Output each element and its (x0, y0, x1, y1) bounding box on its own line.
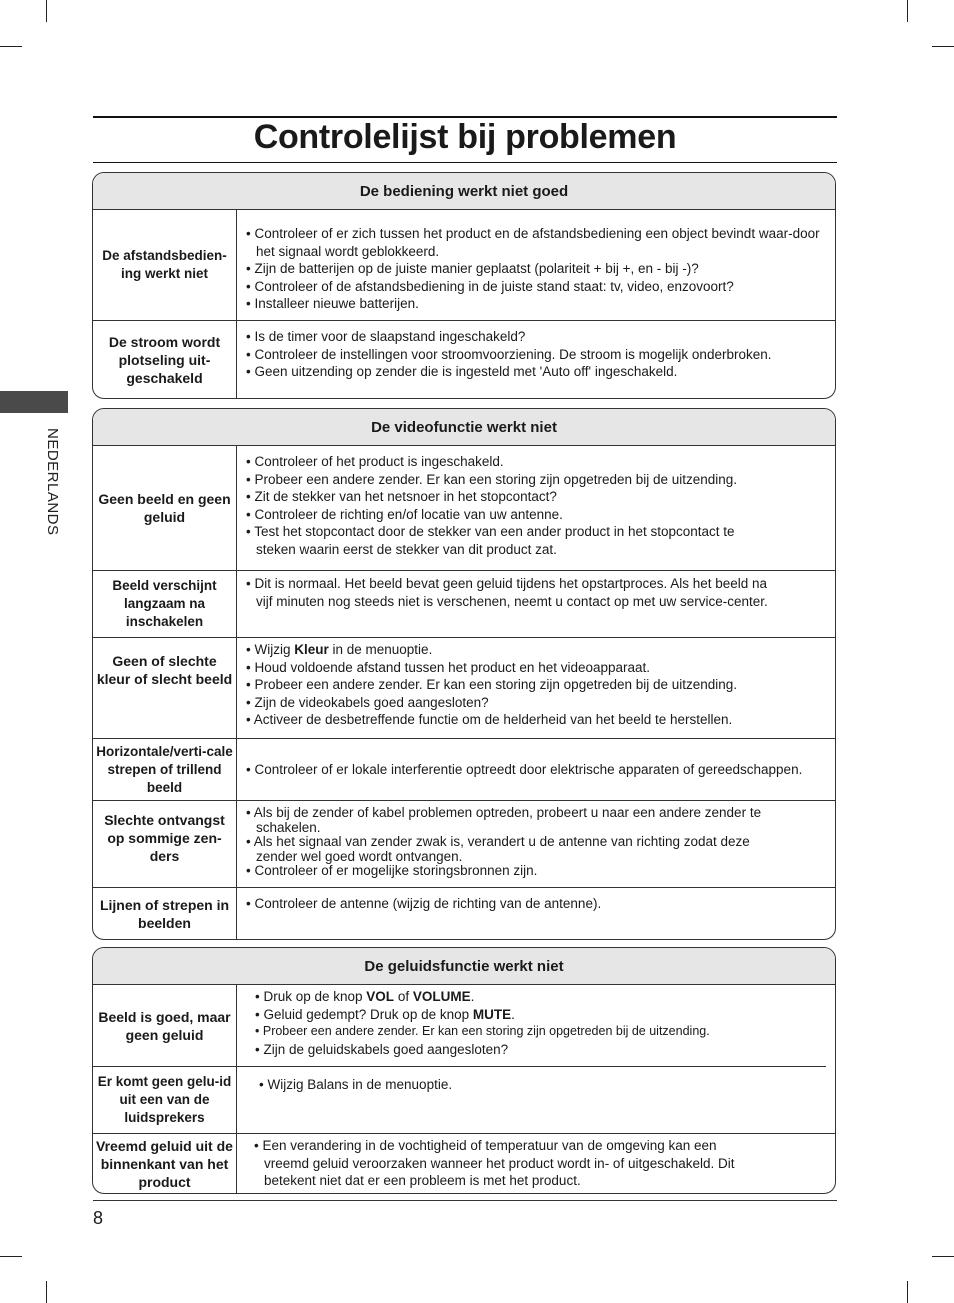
list-item: • Probeer een andere zender. Er kan een storing zijn opgetreden bij de uitzending. (246, 676, 829, 694)
problem-label: De afstandsbedien-ing werkt niet (93, 210, 237, 320)
solution-list (237, 1067, 835, 1133)
text-span: Druk op de knop (263, 989, 367, 1004)
list-item (255, 1006, 829, 1024)
solution-list (237, 1134, 835, 1194)
text-span: . (511, 1006, 515, 1022)
solution-list (237, 739, 835, 800)
crop-mark (907, 1281, 908, 1303)
language-label: NEDERLANDS (44, 428, 61, 536)
crop-mark (0, 46, 22, 47)
list-item (246, 641, 829, 659)
section-video (92, 408, 836, 940)
section-remote-control (92, 172, 836, 399)
button-name: VOLUME (412, 989, 471, 1004)
table-row (93, 1067, 835, 1133)
page-number: 8 (93, 1208, 104, 1228)
list-item: • Zijn de videokabels goed aangesloten? (246, 694, 829, 712)
text-span: Geluid gedempt? Druk op de knop (263, 1006, 473, 1022)
problem-label: Beeld verschijnt langzaam na inschakelen (93, 571, 237, 637)
table-row (93, 210, 835, 320)
language-tab (0, 391, 68, 413)
table-row (93, 637, 835, 738)
table-row (93, 887, 835, 939)
list-item: • Zijn de batterijen op de juiste manier geplaatst (polariteit + bij +, en - bij -)? (246, 260, 829, 278)
list-item: • Geen uitzending op zender die is ingesteld met 'Auto off' ingeschakeld. (246, 363, 829, 381)
list-item: • Dit is normaal. Het beeld bevat geen geluid tijdens het opstartproces. Als het beeld na vijf minuten nog steeds niet is verschenen, neemt u contact op met uw service-center. (246, 575, 829, 610)
solution-list (237, 321, 835, 398)
table-row (93, 320, 835, 398)
list-item: • Als het signaal van zender zwak is, verandert u de antenne van richting zodat deze zender wel goed wordt ontvangen. (246, 835, 829, 864)
list-item: • Controleer of er lokale interferentie optreedt door elektrische apparaten of gereedschappen. (246, 761, 802, 779)
list-item: • Zijn de geluidskabels goed aangesloten? (255, 1041, 829, 1059)
list-item: • Controleer of de afstandsbediening in de juiste stand staat: tv, video, enzovoort? (246, 278, 829, 296)
list-item: • Een verandering in de vochtigheid of temperatuur van de omgeving kan een vreemd geluid veroorzaken wanneer het product wordt in- of uitgeschakeld. Dit betekent niet dat er een probleem is met het product. (254, 1137, 829, 1190)
problem-label: Geen of slechte kleur of slecht beeld (93, 638, 237, 738)
section-sound (92, 947, 836, 1194)
table-row (93, 1133, 835, 1194)
list-item: • Controleer of er mogelijke storingsbronnen zijn. (246, 864, 829, 879)
solution-list (237, 210, 835, 320)
text-span: of (394, 989, 413, 1004)
page-title: Controlelijst bij problemen (253, 118, 677, 156)
crop-mark (46, 0, 47, 22)
problem-label: Lijnen of strepen in beelden (93, 888, 237, 939)
list-item: • Controleer de instellingen voor stroomvoorziening. De stroom is mogelijk onderbroken. (246, 346, 829, 364)
text-span: . (470, 989, 475, 1004)
list-item: • Is de timer voor de slaapstand ingeschakeld? (246, 328, 829, 346)
list-item: • Als bij de zender of kabel problemen optreden, probeert u naar een andere zender te schakelen. (246, 806, 829, 835)
problem-label: De stroom wordt plotseling uit-geschakeld (93, 321, 237, 398)
solution-list (237, 985, 835, 1067)
problem-label: Vreemd geluid uit de binnenkant van het product (93, 1134, 237, 1194)
crop-mark (932, 1256, 954, 1257)
text-span: in de menuoptie. (328, 642, 433, 657)
section-heading: De bediening werkt niet goed (93, 173, 835, 210)
section-heading: De videofunctie werkt niet (93, 409, 835, 446)
problem-label: Geen beeld en geen geluid (93, 446, 237, 570)
list-item: • Probeer een andere zender. Er kan een storing zijn opgetreden bij de uitzending. (255, 1023, 829, 1041)
solution-list (237, 638, 835, 738)
list-item: • Controleer de richting en/of locatie van uw antenne. (246, 506, 829, 524)
list-item: • Houd voldoende afstand tussen het product en het videoapparaat. (246, 659, 829, 677)
table-row (93, 738, 835, 800)
table-row (93, 985, 835, 1067)
list-item: • Controleer de antenne (wijzig de richting van de antenne). (246, 895, 829, 913)
section-heading: De geluidsfunctie werkt niet (93, 948, 835, 985)
problem-label: Beeld is goed, maar geen geluid (93, 985, 237, 1067)
solution-list (237, 446, 835, 570)
solution-list (237, 801, 835, 887)
text-span: Wijzig (254, 642, 295, 657)
table-row (93, 800, 835, 887)
problem-label: Er komt geen gelu-id uit een van de luidsprekers (93, 1067, 237, 1133)
problem-label: Horizontale/verti-cale strepen of trillend beeld (93, 739, 237, 800)
list-item: • Controleer of het product is ingeschakeld. (246, 453, 829, 471)
list-item: • Test het stopcontact door de stekker van een ander product in het stopcontact te steken waarin eerst de stekker van dit product zat. (246, 523, 829, 558)
crop-mark (46, 1281, 47, 1303)
crop-mark (907, 0, 908, 22)
button-name: VOL (366, 989, 395, 1004)
list-item: • Controleer of er zich tussen het product en de afstandsbediening een object bevindt waar-door het signaal wordt geblokkeerd. (246, 225, 829, 260)
footer-rule (93, 1200, 837, 1201)
crop-mark (0, 1256, 22, 1257)
table-row (93, 446, 835, 570)
list-item (255, 988, 829, 1006)
crop-mark (932, 46, 954, 47)
list-item: • Probeer een andere zender. Er kan een storing zijn opgetreden bij de uitzending. (246, 471, 829, 489)
solution-list (237, 571, 835, 637)
problem-label: Slechte ontvangst op sommige zen-ders (93, 801, 237, 887)
button-name: MUTE (472, 1006, 512, 1022)
list-item: • Activeer de desbetreffende functie om de helderheid van het beeld te herstellen. (246, 711, 829, 729)
title-bottom-rule (93, 162, 837, 163)
solution-list (237, 888, 835, 939)
table-row (93, 570, 835, 637)
menu-option-name: Kleur (294, 642, 329, 657)
list-item: • Installeer nieuwe batterijen. (246, 295, 829, 313)
list-item: • Zit de stekker van het netsnoer in het stopcontact? (246, 488, 829, 506)
list-item: • Wijzig Balans in de menuoptie. (259, 1076, 829, 1094)
